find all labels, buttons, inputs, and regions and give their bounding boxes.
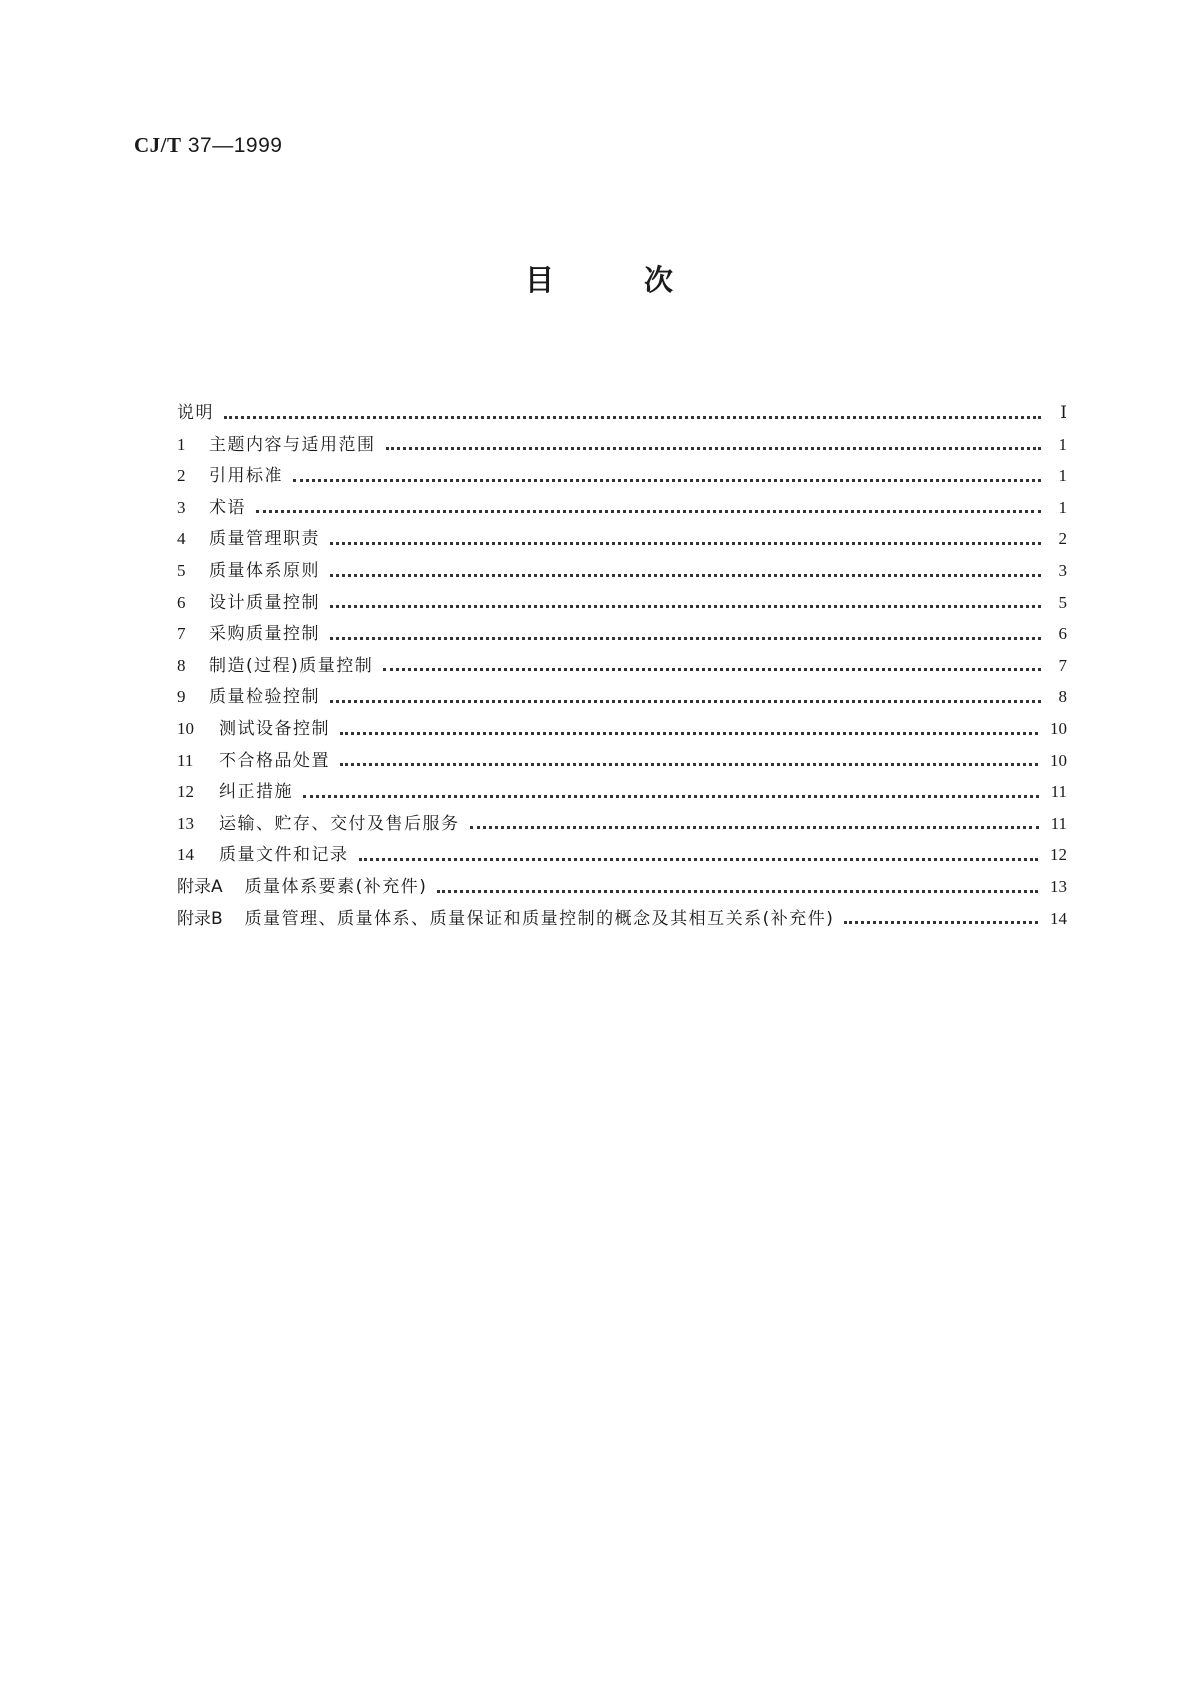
- toc-entry-label: 质量检验控制: [209, 687, 320, 708]
- toc-entry-number: 3: [177, 497, 186, 517]
- toc-entry-label: 质量文件和记录: [219, 845, 349, 866]
- toc-entry-appendix-a[interactable]: [177, 872, 1067, 904]
- toc-entry-number: 5: [177, 560, 186, 580]
- toc-entry-page: 10: [1050, 718, 1067, 738]
- toc-entry-3[interactable]: [177, 493, 1067, 525]
- title-char-1: 目: [525, 263, 555, 297]
- toc-entry-12[interactable]: [177, 777, 1067, 809]
- toc-entry-page: 8: [1058, 687, 1067, 707]
- toc-entry-label: 术语: [209, 497, 246, 518]
- toc-entry-9[interactable]: [177, 682, 1067, 714]
- title-char-2: 次: [644, 263, 674, 297]
- toc-leader-dots: [844, 921, 1038, 924]
- toc-entry-number: 14: [177, 845, 194, 865]
- toc-entry-page: 2: [1058, 529, 1067, 549]
- toc-entry-number: 附录A: [177, 876, 223, 897]
- toc-leader-dots: [359, 858, 1039, 861]
- toc-entry-number: 12: [177, 782, 194, 802]
- toc-entry-page: 14: [1050, 908, 1067, 928]
- toc-entry-8[interactable]: [177, 651, 1067, 683]
- toc-entry-page: 1: [1058, 466, 1067, 486]
- toc-entry-number: 6: [177, 592, 186, 612]
- toc-entry-number: 2: [177, 466, 186, 486]
- standard-agency: CJ/T: [134, 133, 182, 157]
- toc-leader-dots: [330, 700, 1041, 703]
- toc-entry-4[interactable]: [177, 524, 1067, 556]
- toc-entry-7[interactable]: [177, 619, 1067, 651]
- toc-entry-appendix-b[interactable]: [177, 904, 1067, 936]
- standard-number: 37—1999: [187, 134, 283, 157]
- toc-entry-number: 10: [177, 718, 194, 738]
- toc-entry-11[interactable]: [177, 746, 1067, 778]
- toc-entry-label: 不合格品处置: [219, 750, 330, 771]
- toc-entry-page: 3: [1058, 560, 1067, 580]
- toc-entry-page: 1: [1058, 434, 1067, 454]
- toc-leader-dots: [340, 763, 1038, 766]
- page-title: [525, 258, 673, 299]
- toc-entry-label: 制造(过程)质量控制: [209, 655, 374, 676]
- toc-entry-1[interactable]: [177, 430, 1067, 462]
- toc-entry-page: 7: [1058, 655, 1067, 675]
- toc-entry-label: 质量管理职责: [209, 529, 320, 550]
- toc-entry-2[interactable]: [177, 461, 1067, 493]
- toc-entry-label: 质量体系要素(补充件): [244, 876, 428, 897]
- toc-leader-dots: [303, 795, 1039, 798]
- toc-leader-dots: [383, 668, 1041, 671]
- toc-entry-page: 11: [1050, 813, 1067, 833]
- toc-entry-10[interactable]: [177, 714, 1067, 746]
- toc-entry-number: 4: [177, 529, 186, 549]
- toc-entry-page: 5: [1058, 592, 1067, 612]
- toc-entry-label: 设计质量控制: [209, 592, 320, 613]
- toc-entry-label: 采购质量控制: [209, 624, 320, 645]
- toc-leader-dots: [330, 574, 1041, 577]
- toc-entry-number: 附录B: [177, 908, 223, 929]
- toc-entry-label: 主题内容与适用范围: [209, 434, 376, 455]
- toc-entry-number: 7: [177, 624, 186, 644]
- toc-entry-number: 11: [177, 750, 194, 770]
- toc-leader-dots: [340, 732, 1038, 735]
- toc-entry-page: 6: [1058, 624, 1067, 644]
- toc-entry-page: 10: [1050, 750, 1067, 770]
- toc-leader-dots: [330, 605, 1041, 608]
- toc-entry-label: 纠正措施: [219, 782, 293, 803]
- toc-entry-13[interactable]: [177, 809, 1067, 841]
- toc-leader-dots: [437, 890, 1038, 893]
- toc-leader-dots: [293, 479, 1041, 482]
- toc-entry-label: 运输、贮存、交付及售后服务: [219, 813, 460, 834]
- toc-leader-dots: [386, 447, 1042, 450]
- table-of-contents: [177, 398, 1067, 935]
- toc-entry-label: 引用标准: [209, 466, 283, 487]
- toc-entry-page: 12: [1050, 845, 1067, 865]
- toc-leader-dots: [470, 826, 1039, 829]
- toc-entry-label: 质量体系原则: [209, 560, 320, 581]
- toc-entry-page: 11: [1050, 782, 1067, 802]
- toc-entry-14[interactable]: [177, 840, 1067, 872]
- toc-entry-page: Ⅰ: [1060, 403, 1067, 422]
- toc-leader-dots: [224, 416, 1041, 419]
- toc-entry-label: 质量管理、质量体系、质量保证和质量控制的概念及其相互关系(补充件): [244, 908, 835, 929]
- toc-entry-label: 测试设备控制: [219, 718, 330, 739]
- toc-entry-number: 1: [177, 434, 186, 454]
- toc-leader-dots: [330, 542, 1041, 545]
- toc-entry-number: 13: [177, 813, 194, 833]
- toc-leader-dots: [330, 637, 1041, 640]
- toc-entry-foreword[interactable]: [177, 398, 1067, 430]
- standard-code: [134, 133, 282, 158]
- toc-entry-page: 13: [1050, 876, 1067, 896]
- toc-leader-dots: [256, 510, 1041, 513]
- toc-entry-number: 9: [177, 687, 186, 707]
- toc-entry-number: 8: [177, 655, 186, 675]
- toc-entry-6[interactable]: [177, 588, 1067, 620]
- toc-entry-page: 1: [1058, 497, 1067, 517]
- toc-entry-label: 说明: [177, 403, 214, 423]
- toc-entry-5[interactable]: [177, 556, 1067, 588]
